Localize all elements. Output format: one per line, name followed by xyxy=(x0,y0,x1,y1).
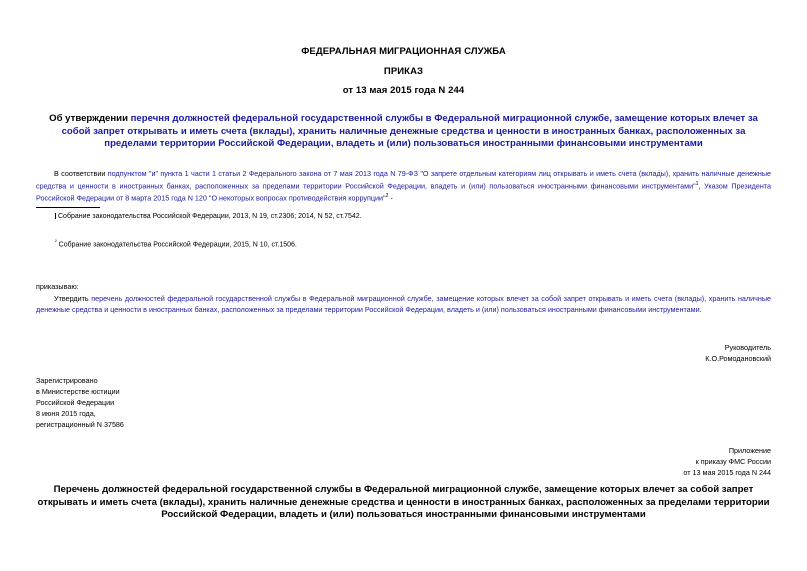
registration-line: в Министерстве юстиции xyxy=(36,387,120,396)
preamble-text-2: , xyxy=(698,181,705,191)
footnote-marker-2: ² xyxy=(55,239,57,245)
appendix-line: Приложение xyxy=(728,446,771,455)
document-title xyxy=(36,113,771,151)
footnote-ref-1[interactable]: 1 xyxy=(695,181,699,187)
footnote-2 xyxy=(55,237,755,250)
order-prefix: Утвердить xyxy=(54,294,92,303)
footnote-2-text: Собрание законодательства Российской Федерации, 2015, N 10, ст.1506. xyxy=(58,241,297,249)
registration-line: 8 июня 2015 года, xyxy=(36,409,96,418)
agency-name: ФЕДЕРАЛЬНАЯ МИГРАЦИОННАЯ СЛУЖБА xyxy=(301,46,506,57)
preamble-text-3: - xyxy=(388,193,393,203)
order-paragraph xyxy=(36,293,771,315)
registration-block xyxy=(36,375,124,430)
order-list-link[interactable]: перечень должностей федеральной государственной службы в Федеральной миграционной службе, замещение которых влечет за собой запрет открывать и иметь счета (вклады), хранить наличные денежные средства и ценности в иностранных банках, расположенных за пределами территории Российской Федерации, владеть и (или) пользоваться иностранными финансовыми инструментами xyxy=(36,294,771,314)
signature-block xyxy=(705,342,771,364)
document-date-number: от 13 мая 2015 года N 244 xyxy=(342,85,465,96)
preamble-text-1: В соответствии xyxy=(54,169,108,178)
decree-120-link[interactable]: Указом Президента Российской Федерации от 8 марта 2015 года N 120 "О некоторых вопросах противодействия коррупции" xyxy=(36,181,772,203)
law-79fz-link[interactable]: подпунктом "и" пункта 1 части 1 статьи 2 Федерального закона от 7 мая 2013 года N 79-ФЗ "О запрете отдельным категориям лиц открывать и иметь счета (вклады), хранить наличные денежные средства и ценности в иностранных банках, расположенных за пределами территории Российской Федерации, владеть и (или) пользоваться иностранными финансовыми инструментами" xyxy=(36,169,771,191)
appendix-line: от 13 мая 2015 года N 244 xyxy=(683,468,771,477)
footnote-1 xyxy=(55,212,755,222)
appendix-heading: Перечень должностей федеральной государственной службы в Федеральной миграционной службе, замещение которых влечет за собой запрет открывать и иметь счета (вклады), хранить наличные денежные средства и ценности в иностранных банках, расположенных за пределами территории Российской Федерации, владеть и (или) пользоваться иностранными финансовыми инструментами xyxy=(37,484,770,520)
title-link[interactable]: перечня должностей федеральной государственной службы в Федеральной миграционной службе, замещение которых влечет за собой запрет открывать и иметь счета (вклады), хранить наличные денежные средства и ценности в иностранных банках, расположенных за пределами территории Российской Федерации, владеть и (или) пользоваться иностранными финансовыми инструментами xyxy=(61,113,758,149)
footnote-marker-1 xyxy=(55,213,56,219)
registration-line: Российской Федерации xyxy=(36,398,115,407)
footnote-divider xyxy=(36,207,100,208)
order-verb: приказываю: xyxy=(36,282,79,291)
appendix-reference xyxy=(683,445,771,478)
title-prefix: Об утверждении xyxy=(49,113,131,124)
preamble-paragraph xyxy=(36,168,771,204)
appendix-line: к приказу ФМС России xyxy=(695,457,771,466)
signature-role: Руководитель xyxy=(724,343,771,352)
document-type: ПРИКАЗ xyxy=(383,66,424,77)
footnote-ref-2[interactable]: 2 xyxy=(385,193,389,200)
signature-name: К.О.Ромодановский xyxy=(705,354,771,363)
order-suffix: . xyxy=(699,305,702,314)
footnote-1-text: Собрание законодательства Российской Федерации, 2013, N 19, ст.2306; 2014, N 52, ст.7542. xyxy=(58,213,362,220)
registration-line: регистрационный N 37586 xyxy=(36,420,124,429)
registration-line: Зарегистрировано xyxy=(36,376,98,385)
